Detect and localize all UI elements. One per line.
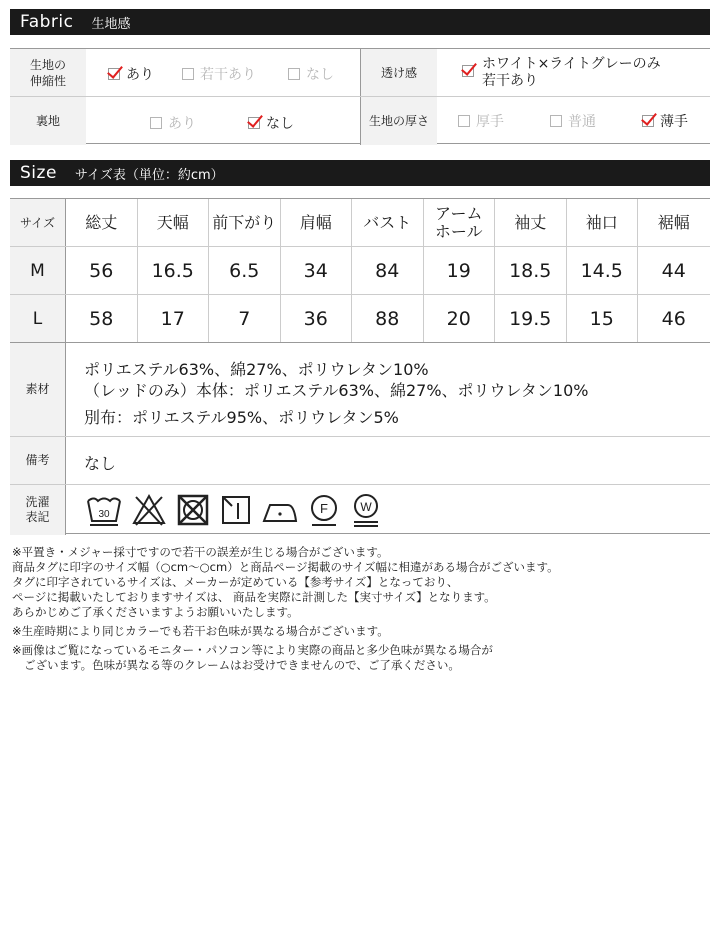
size-table <box>10 198 710 330</box>
table-cell: 88 <box>352 295 424 343</box>
column-header: 裾幅 <box>657 212 690 232</box>
footnote: ※画像はご覧になっているモニター・パソコン等により実際の商品と多少色味が異なる場合が <box>12 643 493 657</box>
thickness-label: 生地の厚さ <box>361 97 437 145</box>
column-header-armhole: アーム ホール <box>424 199 496 246</box>
wetclean-letter: W <box>360 500 372 514</box>
checkbox-empty-icon <box>182 68 194 80</box>
size-header-row <box>10 199 710 247</box>
lining-label: 裏地 <box>10 97 86 145</box>
sheer-checkbox[interactable] <box>462 65 480 77</box>
table-cell: 7 <box>209 295 281 343</box>
checkbox-checked-icon <box>462 65 474 77</box>
wash-30-icon <box>84 491 124 529</box>
table-cell: 15 <box>567 295 639 343</box>
material-line: 別布：ポリエステル95%、ポリウレタン5% <box>84 408 399 427</box>
iron-low-icon <box>260 491 300 529</box>
thickness-option-thin[interactable]: 薄手 <box>642 111 688 131</box>
checkbox-empty-icon <box>288 68 300 80</box>
table-cell: 36 <box>281 295 353 343</box>
care-icons <box>84 491 390 529</box>
column-header: 袖口 <box>567 199 639 246</box>
checkbox-checked-icon <box>248 117 260 129</box>
footnote: ページに掲載いたしておりますサイズは、 商品を実際に計測した【実寸サイズ】となります。 <box>12 590 496 604</box>
table-cell: 46 <box>661 308 686 330</box>
footnote: ※平置き・メジャー採寸ですので若干の誤差が生じる場合がございます。 <box>12 545 389 559</box>
table-cell: 20 <box>424 295 496 343</box>
fabric-section-header <box>10 9 710 35</box>
wetclean-w-icon <box>348 491 384 529</box>
material-line: （レッドのみ）本体：ポリエステル63%、綿27%、ポリウレタン10% <box>84 381 589 400</box>
footnotes <box>12 545 712 673</box>
footnote: ※生産時期により同じカラーでも若干お色味が異なる場合がございます。 <box>12 624 389 638</box>
table-cell: 56 <box>66 247 138 294</box>
note-row <box>10 437 710 485</box>
size-section-header <box>10 160 710 186</box>
fabric-subtitle: 生地感 <box>91 16 131 32</box>
table-cell: 17 <box>138 295 210 343</box>
column-header: 天幅 <box>138 199 210 246</box>
no-tumble-dry-icon <box>174 491 212 529</box>
thickness-option-normal[interactable]: 普通 <box>550 111 596 131</box>
checkbox-checked-icon <box>108 68 120 80</box>
table-cell: 6.5 <box>209 247 281 294</box>
sheer-label: 透け感 <box>361 49 437 96</box>
size-title: Size <box>20 163 57 183</box>
fabric-title: Fabric <box>20 12 74 32</box>
column-header: 前下がり <box>209 199 281 246</box>
column-header: 袖丈 <box>495 199 567 246</box>
fabric-row-2 <box>10 97 710 145</box>
column-header: 総丈 <box>66 199 138 246</box>
checkbox-empty-icon <box>150 117 162 129</box>
lining-option-yes[interactable]: あり <box>150 113 196 133</box>
footnote: タグに印字されているサイズは、メーカーが定めている【参考サイズ】となっており、 <box>12 575 459 589</box>
material-label: 素材 <box>10 343 66 436</box>
size-label: M <box>10 247 66 294</box>
thickness-option-thick[interactable]: 厚手 <box>458 111 504 131</box>
line-dry-shade-icon <box>218 491 254 529</box>
footnote: あらかじめご了承くださいますようお願いいたします。 <box>12 605 299 619</box>
table-cell: 19.5 <box>495 295 567 343</box>
table-cell: 16.5 <box>138 247 210 294</box>
sheer-value: ホワイト×ライトグレーのみ 若干あり <box>482 56 661 89</box>
table-cell: 14.5 <box>567 247 639 294</box>
size-subtitle: サイズ表（単位：約cm） <box>74 167 224 183</box>
dryclean-f-icon <box>306 491 342 529</box>
footnote: 商品タグに印字のサイズ幅（○cm～○cm）と商品ページ掲載のサイズ幅に相違がある場合がございます。 <box>12 560 559 574</box>
dryclean-letter: F <box>320 501 328 516</box>
table-cell: 84 <box>352 247 424 294</box>
table-cell: 58 <box>66 295 138 343</box>
stretch-option-slight[interactable]: 若干あり <box>182 64 256 84</box>
table-cell: 44 <box>661 259 686 282</box>
table-cell: 19 <box>424 247 496 294</box>
info-table <box>10 342 710 534</box>
note-value: なし <box>84 454 117 473</box>
lining-option-none[interactable]: なし <box>248 113 294 133</box>
stretch-option-yes[interactable]: あり <box>108 64 154 84</box>
checkbox-empty-icon <box>550 115 562 127</box>
table-row <box>10 295 710 343</box>
table-cell: 18.5 <box>495 247 567 294</box>
stretch-option-none[interactable]: なし <box>288 64 334 84</box>
fabric-table <box>10 48 710 144</box>
wash-temp: 30 <box>98 509 110 520</box>
care-row <box>10 485 710 535</box>
checkbox-empty-icon <box>458 115 470 127</box>
no-bleach-icon <box>130 491 168 529</box>
checkbox-checked-icon <box>642 115 654 127</box>
table-row <box>10 247 710 295</box>
table-cell: 34 <box>281 247 353 294</box>
care-label: 洗濯 表記 <box>10 485 66 535</box>
footnote: ございます。色味が異なる等のクレームはお受けできませんので、ご了承ください。 <box>24 658 460 672</box>
note-label: 備考 <box>10 437 66 484</box>
column-header: バスト <box>352 199 424 246</box>
material-line: ポリエステル63%、綿27%、ポリウレタン10% <box>84 360 429 379</box>
fabric-row-1 <box>10 49 710 97</box>
size-corner-label: サイズ <box>10 199 66 246</box>
column-header: 肩幅 <box>281 199 353 246</box>
stretch-label: 生地の 伸縮性 <box>10 49 86 96</box>
material-row <box>10 343 710 437</box>
size-label: L <box>10 295 66 343</box>
